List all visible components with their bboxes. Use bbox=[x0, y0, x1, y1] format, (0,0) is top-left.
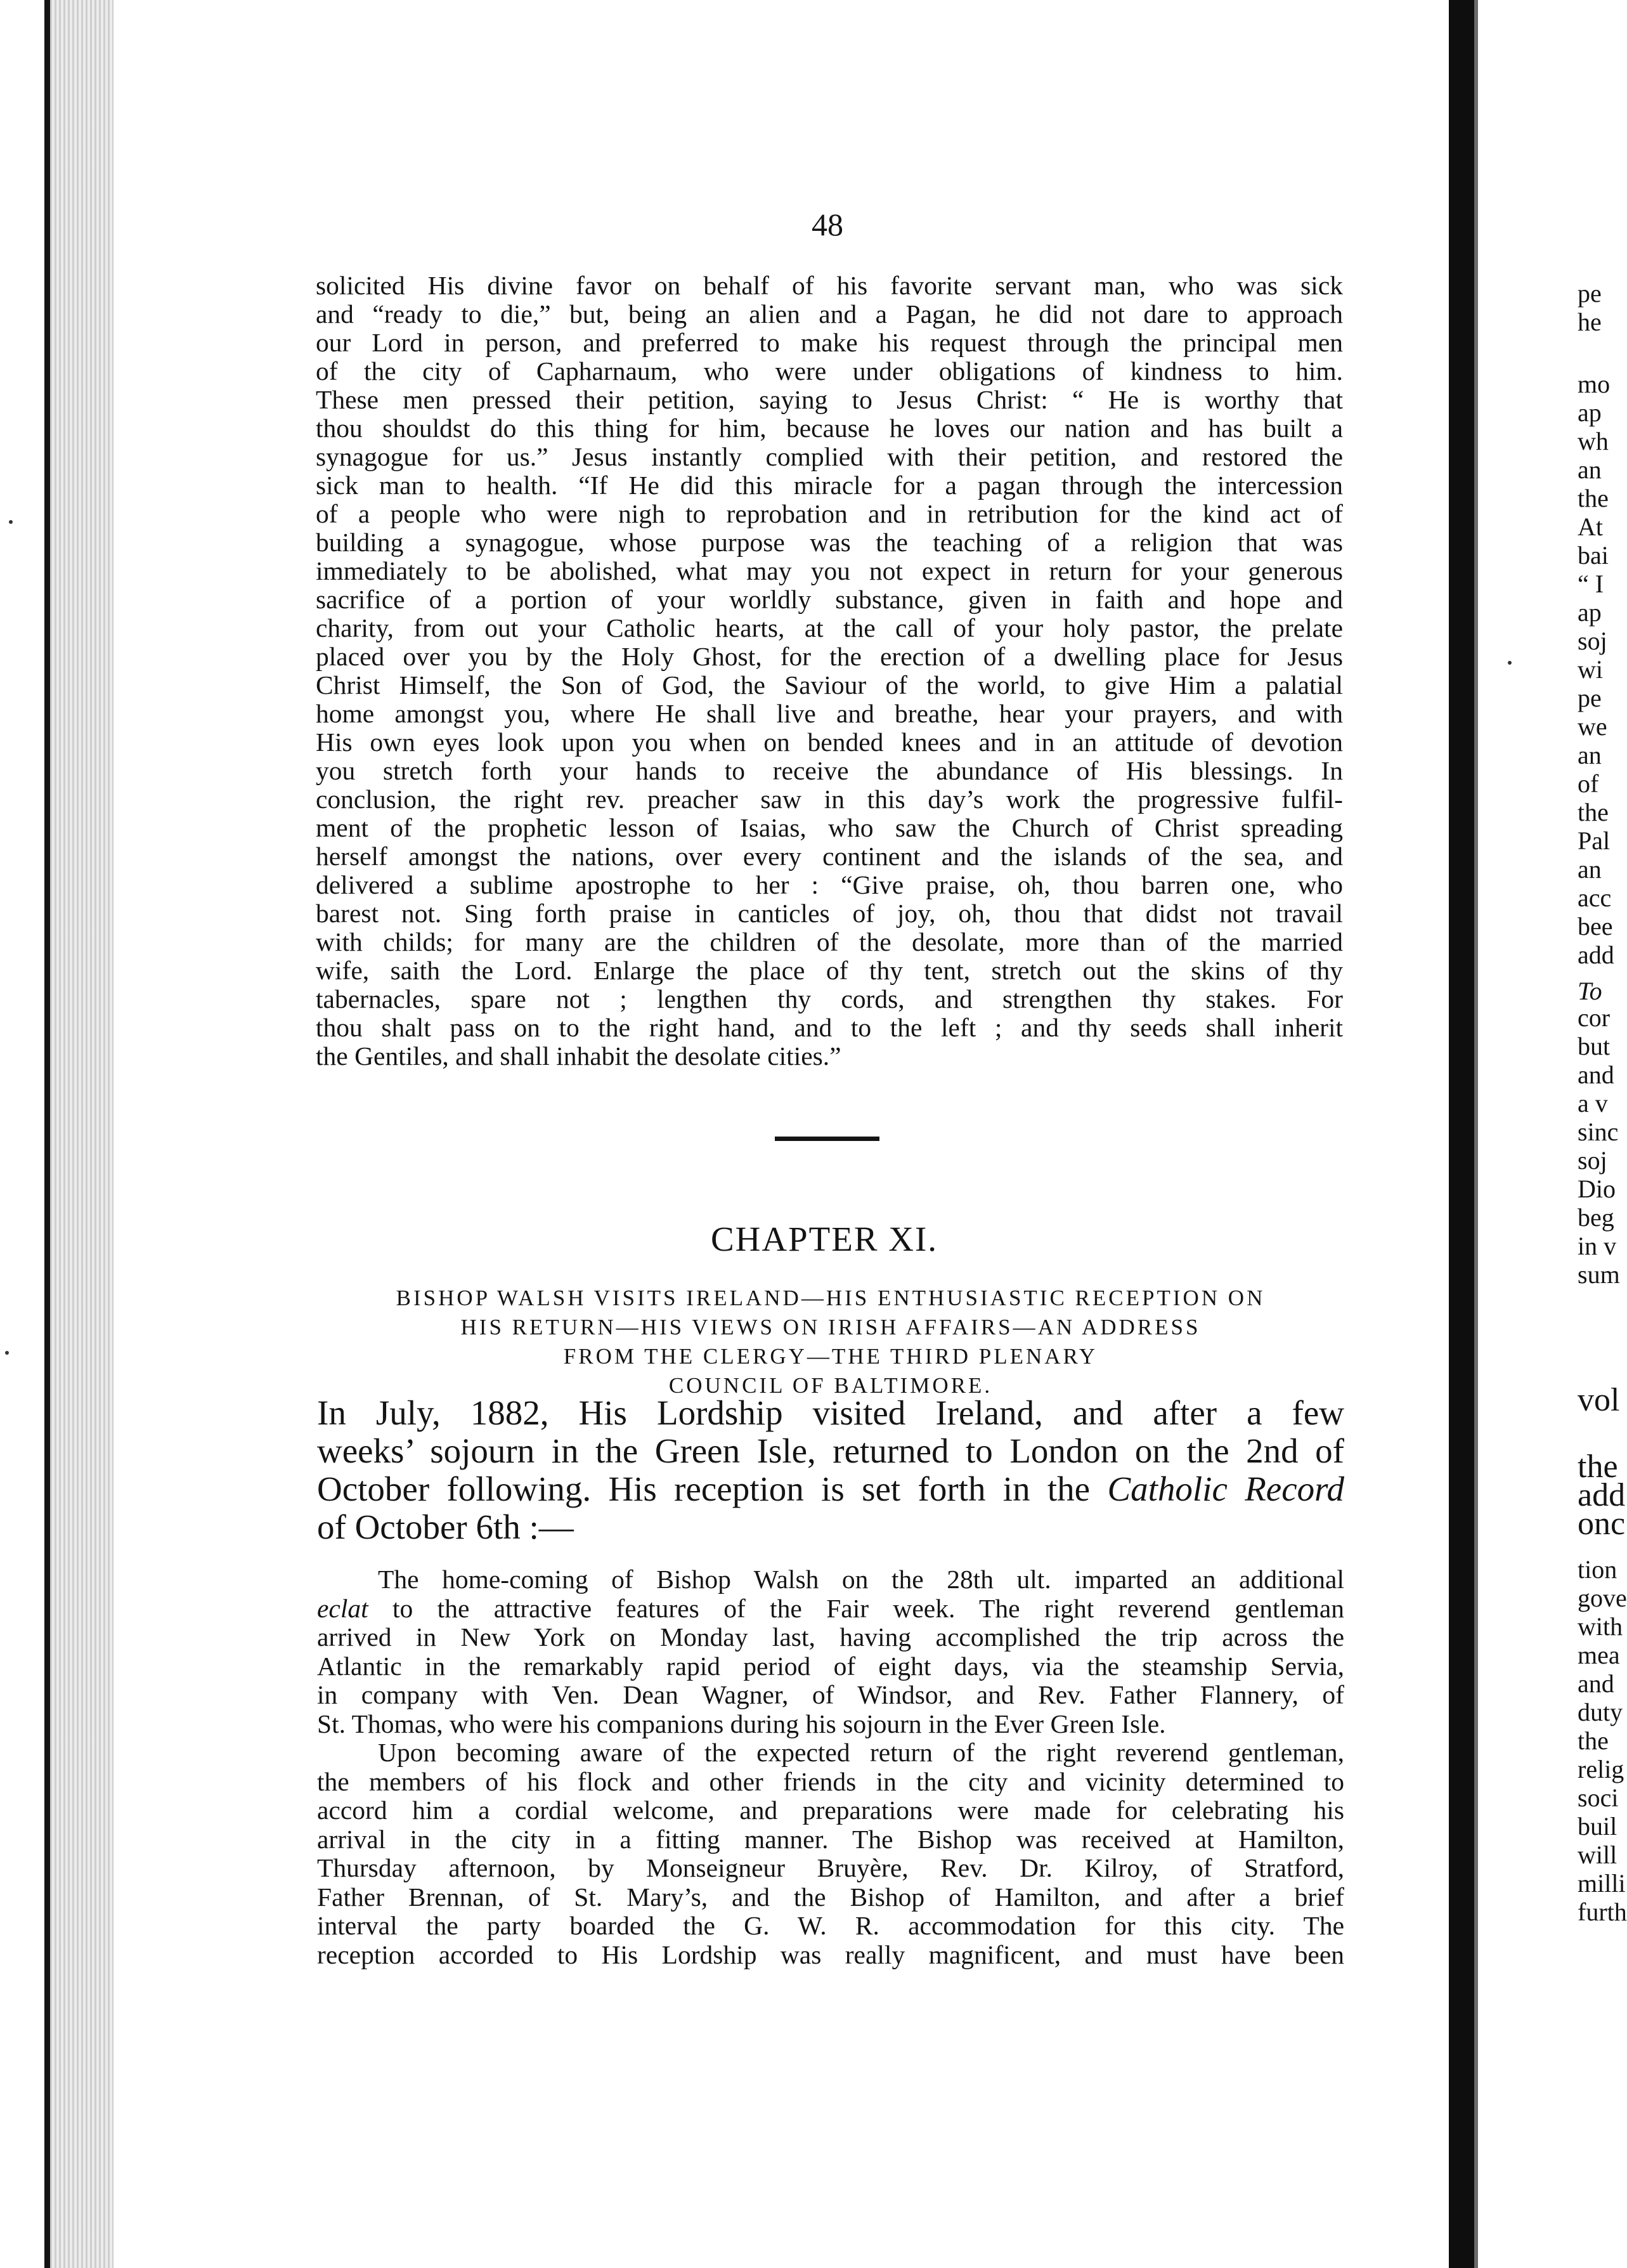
facing-page-word: onc bbox=[1578, 1506, 1626, 1542]
facing-page-word: with bbox=[1578, 1612, 1623, 1641]
facing-page-fragment bbox=[1578, 279, 1602, 336]
facing-page-word: add bbox=[1578, 1477, 1626, 1513]
facing-page-word: buil bbox=[1578, 1812, 1617, 1841]
facing-page-word: an bbox=[1578, 741, 1602, 769]
facing-page-word: acc bbox=[1578, 883, 1612, 912]
facing-page-word: of bbox=[1578, 769, 1599, 798]
quote-line: conclusion, the right rev. preacher saw in this day’s work the progressive fulfil- bbox=[316, 785, 1343, 814]
record-line: interval the party boarded the G. W. R. accommodation for this city. The bbox=[317, 1911, 1344, 1940]
facing-page-word: the bbox=[1578, 1449, 1618, 1485]
quote-line: the Gentiles, and shall inhabit the desolate cities.” bbox=[316, 1041, 841, 1071]
scan-speck bbox=[5, 1351, 9, 1355]
record-line: accord him a cordial welcome, and preparations were made for celebrating his bbox=[317, 1796, 1344, 1825]
record-line: arrival in the city in a fitting manner. The Bishop was received at Hamilton, bbox=[317, 1824, 1344, 1854]
facing-page-word: bee bbox=[1578, 912, 1613, 941]
quote-line: synagogue for us.” Jesus instantly complied with their petition, and restored the bbox=[316, 442, 1343, 471]
quote-line: of a people who were nigh to reprobation and in retribution for the kind act of bbox=[316, 499, 1343, 528]
summary-line: BISHOP WALSH VISITS IRELAND—HIS ENTHUSIASTIC RECEPTION ON bbox=[396, 1286, 1266, 1310]
facing-page-word: and bbox=[1578, 1060, 1614, 1089]
quote-line: wife, saith the Lord. Enlarge the place of thy tent, stretch out the skins of thy bbox=[316, 956, 1343, 985]
facing-page-fragment bbox=[1578, 1449, 1626, 1542]
scan-speck bbox=[1508, 661, 1512, 665]
facing-page-word: duty bbox=[1578, 1698, 1623, 1726]
facing-page-italic-word: To bbox=[1578, 977, 1602, 1005]
record-line: The home-coming of Bishop Walsh on the 28th ult. imparted an additional bbox=[378, 1565, 1344, 1594]
section-rule bbox=[775, 1137, 879, 1141]
facing-page-word: in v bbox=[1578, 1232, 1617, 1260]
chapter-title: CHAPTER XI. bbox=[710, 1220, 938, 1258]
page-stack-edges bbox=[50, 0, 113, 2268]
facing-page-word: will bbox=[1578, 1841, 1617, 1869]
record-line: in company with Ven. Dean Wagner, of Windsor, and Rev. Father Flannery, of bbox=[317, 1680, 1344, 1709]
record-line: reception accorded to His Lordship was really magnificent, and must have been bbox=[317, 1939, 1344, 1969]
opening-line: of October 6th :— bbox=[317, 1508, 574, 1546]
facing-page-word: and bbox=[1578, 1669, 1614, 1698]
facing-page-word: an bbox=[1578, 455, 1602, 484]
sermon-quote-block bbox=[316, 271, 1343, 1071]
facing-page-word: vol bbox=[1578, 1382, 1620, 1418]
quote-line: Christ Himself, the Son of God, the Saviour of the world, to give Him a palatial bbox=[316, 670, 1343, 700]
opening-line-text: October following. His reception is set forth in the bbox=[317, 1470, 1108, 1508]
facing-page-word: ap bbox=[1578, 598, 1602, 627]
facing-page-word: the bbox=[1578, 1726, 1609, 1755]
opening-paragraph bbox=[317, 1394, 1344, 1546]
facing-page-word: Dio bbox=[1578, 1175, 1616, 1203]
quote-line: sick man to health. “If He did this miracle for a pagan through the intercession bbox=[316, 471, 1343, 500]
quote-line: These men pressed their petition, saying to Jesus Christ: “ He is worthy that bbox=[316, 385, 1343, 414]
facing-page-word: the bbox=[1578, 484, 1609, 512]
quote-line: thou shalt pass on to the right hand, and to the left ; and thy seeds shall inherit bbox=[316, 1013, 1343, 1042]
record-line-text: to the attractive features of the Fair week. The right reverend gentleman bbox=[368, 1593, 1344, 1623]
facing-page-word: an bbox=[1578, 855, 1602, 883]
quote-line: of the city of Capharnaum, who were under obligations of kindness to him. bbox=[316, 356, 1343, 386]
record-line: the members of his flock and other friends in the city and vicinity determined to bbox=[317, 1766, 1344, 1796]
record-line: arrived in New York on Monday last, having accomplished the trip across the bbox=[317, 1622, 1344, 1652]
quote-line: His own eyes look upon you when on bended knees and in an attitude of devotion bbox=[316, 727, 1343, 757]
quote-line: herself amongst the nations, over every continent and the islands of the sea, and bbox=[316, 842, 1343, 871]
facing-page-word: tion bbox=[1578, 1555, 1617, 1584]
quote-line: home amongst you, where He shall live and breathe, hear your prayers, and with bbox=[316, 699, 1343, 728]
quote-line: solicited His divine favor on behalf of his favorite servant man, who was sick bbox=[316, 271, 1343, 300]
facing-page-word: soj bbox=[1578, 627, 1607, 655]
quote-line: charity, from out your Catholic hearts, at the call of your holy pastor, the prelate bbox=[316, 613, 1343, 642]
facing-page-word: wi bbox=[1578, 655, 1603, 684]
facing-page-word: wh bbox=[1578, 427, 1609, 455]
chapter-summary bbox=[317, 1284, 1344, 1400]
facing-page-word: gove bbox=[1578, 1584, 1627, 1612]
facing-page-word: add bbox=[1578, 941, 1614, 969]
facing-page-fragment bbox=[1578, 1382, 1620, 1418]
catholic-record-excerpt bbox=[317, 1565, 1344, 1969]
facing-page-word: pe bbox=[1578, 279, 1602, 308]
quote-line: thou shouldst do this thing for him, because he loves our nation and has built a bbox=[316, 414, 1343, 443]
opening-line bbox=[317, 1470, 1344, 1508]
record-line: St. Thomas, who were his companions during his sojourn in the Ever Green Isle. bbox=[317, 1709, 1166, 1738]
facing-page-word: mo bbox=[1578, 370, 1611, 398]
quote-line: you stretch forth your hands to receive the abundance of His blessings. In bbox=[316, 756, 1343, 785]
record-line: Thursday afternoon, by Monseigneur Bruyère, Rev. Dr. Kilroy, of Stratford, bbox=[317, 1853, 1344, 1882]
facing-page-word: sum bbox=[1578, 1260, 1620, 1289]
page-number: 48 bbox=[812, 207, 843, 242]
facing-page-word: soj bbox=[1578, 1146, 1607, 1175]
facing-page-word: beg bbox=[1578, 1203, 1614, 1232]
facing-page-word: furth bbox=[1578, 1898, 1627, 1926]
quote-line: barest not. Sing forth praise in canticles of joy, oh, thou that didst not travail bbox=[316, 899, 1343, 928]
record-line: Atlantic in the remarkably rapid period of eight days, via the steamship Servia, bbox=[317, 1651, 1344, 1681]
scan-margin bbox=[0, 0, 44, 2268]
quote-line: tabernacles, spare not ; lengthen thy cords, and strengthen thy stakes. For bbox=[316, 984, 1343, 1013]
facing-page-word: relig bbox=[1578, 1755, 1624, 1783]
facing-page-word: Pal bbox=[1578, 826, 1611, 855]
publication-name: Catholic Record bbox=[1107, 1470, 1344, 1508]
opening-line: weeks’ sojourn in the Green Isle, returned to London on the 2nd of bbox=[317, 1431, 1344, 1470]
opening-line: In July, 1882, His Lordship visited Ireland, and after a few bbox=[317, 1393, 1344, 1432]
summary-line: COUNCIL OF BALTIMORE. bbox=[668, 1373, 993, 1398]
record-line: Upon becoming aware of the expected return of the right reverend gentleman, bbox=[378, 1738, 1344, 1767]
quote-line: with childs; for many are the children of the desolate, more than of the married bbox=[316, 927, 1343, 956]
quote-line: sacrifice of a portion of your worldly substance, given in faith and hope and bbox=[316, 585, 1343, 614]
scan-speck bbox=[9, 520, 13, 524]
facing-page-word: cor bbox=[1578, 1003, 1611, 1032]
quote-line: delivered a sublime apostrophe to her : “Give praise, oh, thou barren one, who bbox=[316, 870, 1343, 899]
facing-page-word: a v bbox=[1578, 1089, 1608, 1118]
record-line bbox=[317, 1594, 1344, 1624]
quote-line: ment of the prophetic lesson of Isaias, who saw the Church of Christ spreading bbox=[316, 813, 1343, 842]
italic-word: eclat bbox=[317, 1593, 368, 1623]
facing-page-word: ap bbox=[1578, 398, 1602, 427]
facing-page-word: milli bbox=[1578, 1869, 1626, 1898]
facing-page-word: At bbox=[1578, 512, 1603, 541]
facing-page-fragment bbox=[1578, 1003, 1620, 1289]
facing-page-word: we bbox=[1578, 712, 1607, 741]
summary-line: FROM THE CLERGY—THE THIRD PLENARY bbox=[563, 1344, 1098, 1369]
book-gutter bbox=[1449, 0, 1474, 2268]
facing-page-word: the bbox=[1578, 798, 1609, 826]
facing-page-word: mea bbox=[1578, 1641, 1620, 1669]
facing-page-word: pe bbox=[1578, 684, 1602, 712]
quote-line: building a synagogue, whose purpose was the teaching of a religion that was bbox=[316, 528, 1343, 557]
summary-line: HIS RETURN—HIS VIEWS ON IRISH AFFAIRS—AN ADDRESS bbox=[460, 1315, 1201, 1339]
facing-page-word: “ I bbox=[1578, 570, 1604, 598]
facing-page-word: sinc bbox=[1578, 1118, 1619, 1146]
scan-edge-line bbox=[44, 0, 50, 2268]
facing-page-fragment bbox=[1578, 1555, 1627, 1926]
quote-line: our Lord in person, and preferred to make his request through the principal men bbox=[316, 328, 1343, 357]
facing-page-word: he bbox=[1578, 308, 1602, 336]
quote-line: placed over you by the Holy Ghost, for the erection of a dwelling place for Jesus bbox=[316, 642, 1343, 671]
facing-page-fragment bbox=[1578, 370, 1614, 1005]
quote-line: and “ready to die,” but, being an alien and a Pagan, he did not dare to approach bbox=[316, 299, 1343, 329]
record-line: Father Brennan, of St. Mary’s, and the Bishop of Hamilton, and after a brief bbox=[317, 1882, 1344, 1912]
facing-page-word: soci bbox=[1578, 1783, 1619, 1812]
facing-page-word: but bbox=[1578, 1032, 1611, 1060]
quote-line: immediately to be abolished, what may you not expect in return for your generous bbox=[316, 556, 1343, 585]
facing-page-word: bai bbox=[1578, 541, 1609, 570]
